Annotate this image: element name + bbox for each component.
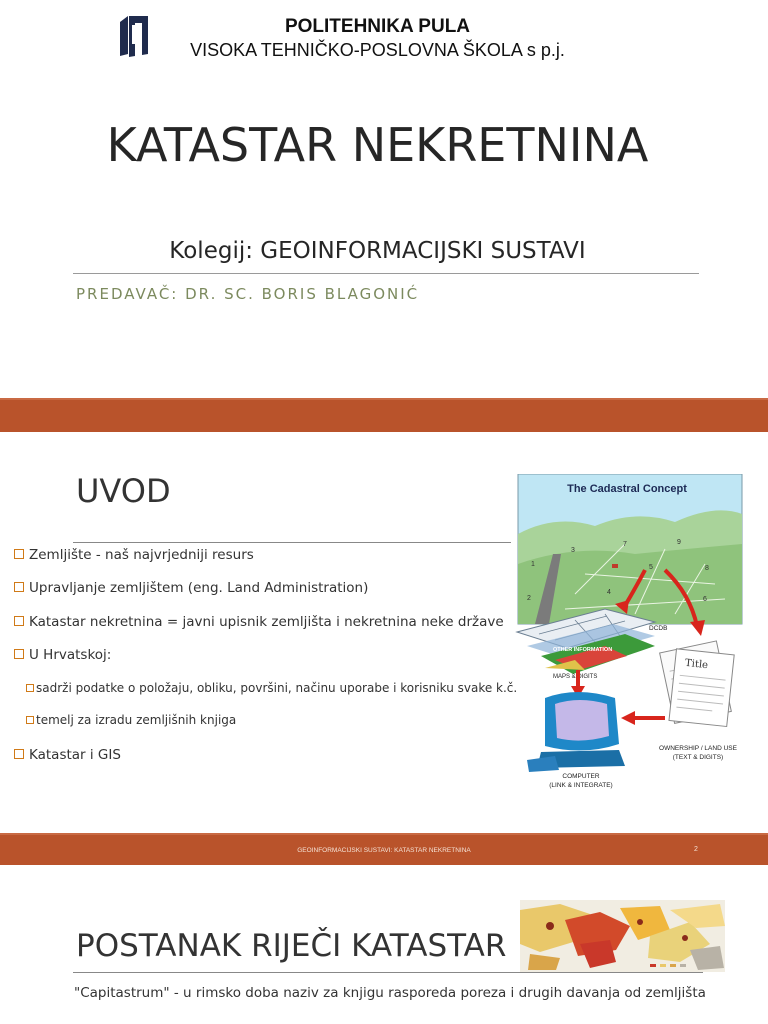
svg-text:3: 3 bbox=[571, 547, 575, 554]
institution-subtitle: VISOKA TEHNIČKO-POSLOVNA ŠKOLA s p.j. bbox=[190, 40, 565, 60]
bullet-box-icon bbox=[14, 549, 24, 559]
bullet-box-icon bbox=[26, 684, 34, 692]
page-number: 2 bbox=[694, 846, 698, 853]
bullet-box-icon bbox=[14, 616, 24, 626]
sub-list-item: sadrži podatke o položaju, obliku, površini, načinu uporabe i korisniku svake k.č. bbox=[26, 681, 517, 695]
sub-list-item: temelj za izradu zemljišnih knjiga bbox=[26, 713, 236, 727]
svg-text:6: 6 bbox=[703, 596, 707, 603]
slide-footer-text: GEOINFORMACIJSKI SUSTAVI: KATASTAR NEKRETNINA bbox=[297, 847, 471, 854]
list-item: Katastar nekretnina = javni upisnik zemljišta i nekretnina neke države bbox=[14, 614, 504, 630]
bullet-box-icon bbox=[14, 649, 24, 659]
presentation-title: KATASTAR NEKRETNINA bbox=[106, 118, 649, 172]
historic-cadastral-map-image bbox=[520, 900, 725, 972]
list-item: Zemljište - naš najvrjedniji resurs bbox=[14, 547, 254, 563]
slide-heading: UVOD bbox=[76, 472, 171, 510]
divider bbox=[73, 542, 511, 543]
divider bbox=[73, 273, 699, 274]
svg-text:OTHER INFORMATION: OTHER INFORMATION bbox=[553, 647, 613, 653]
divider bbox=[73, 972, 703, 973]
svg-text:(LINK & INTEGRATE): (LINK & INTEGRATE) bbox=[549, 782, 613, 789]
svg-text:(TEXT & DIGITS): (TEXT & DIGITS) bbox=[672, 754, 724, 761]
svg-text:MAPS & DIGITS: MAPS & DIGITS bbox=[553, 674, 598, 680]
course-name: Kolegij: GEOINFORMACIJSKI SUSTAVI bbox=[169, 238, 586, 264]
svg-text:2: 2 bbox=[527, 595, 531, 602]
svg-text:7: 7 bbox=[623, 541, 627, 548]
institution-name: POLITEHNIKA PULA bbox=[284, 16, 471, 37]
slide-heading: POSTANAK RIJEČI KATASTAR bbox=[76, 928, 507, 964]
svg-text:8: 8 bbox=[705, 565, 709, 572]
band-highlight bbox=[0, 833, 768, 835]
cadastral-concept-figure bbox=[515, 474, 745, 794]
body-text: "Capitastrum" - u rimsko doba naziv za knjigu rasporeda poreza i drugih davanja od zemljišta bbox=[74, 985, 706, 1001]
svg-text:COMPUTER: COMPUTER bbox=[562, 773, 600, 780]
slide-separator-band bbox=[0, 398, 768, 432]
svg-text:9: 9 bbox=[677, 539, 681, 546]
svg-text:DCDB: DCDB bbox=[649, 625, 668, 632]
svg-text:5: 5 bbox=[649, 564, 653, 571]
bullet-box-icon bbox=[26, 716, 34, 724]
bullet-box-icon bbox=[14, 582, 24, 592]
band-highlight bbox=[0, 398, 768, 400]
svg-text:1: 1 bbox=[531, 561, 535, 568]
figure-title: The Cadastral Concept bbox=[567, 483, 687, 495]
svg-text:4: 4 bbox=[607, 589, 611, 596]
bullet-box-icon bbox=[14, 749, 24, 759]
list-item: U Hrvatskoj: bbox=[14, 647, 111, 663]
lecturer-name: PREDAVAČ: DR. SC. BORIS BLAGONIĆ bbox=[76, 285, 420, 303]
svg-text:OWNERSHIP / LAND USE: OWNERSHIP / LAND USE bbox=[659, 745, 737, 752]
list-item: Upravljanje zemljištem (eng. Land Administration) bbox=[14, 580, 368, 596]
svg-text:Title: Title bbox=[684, 657, 709, 672]
list-item: Katastar i GIS bbox=[14, 747, 121, 763]
